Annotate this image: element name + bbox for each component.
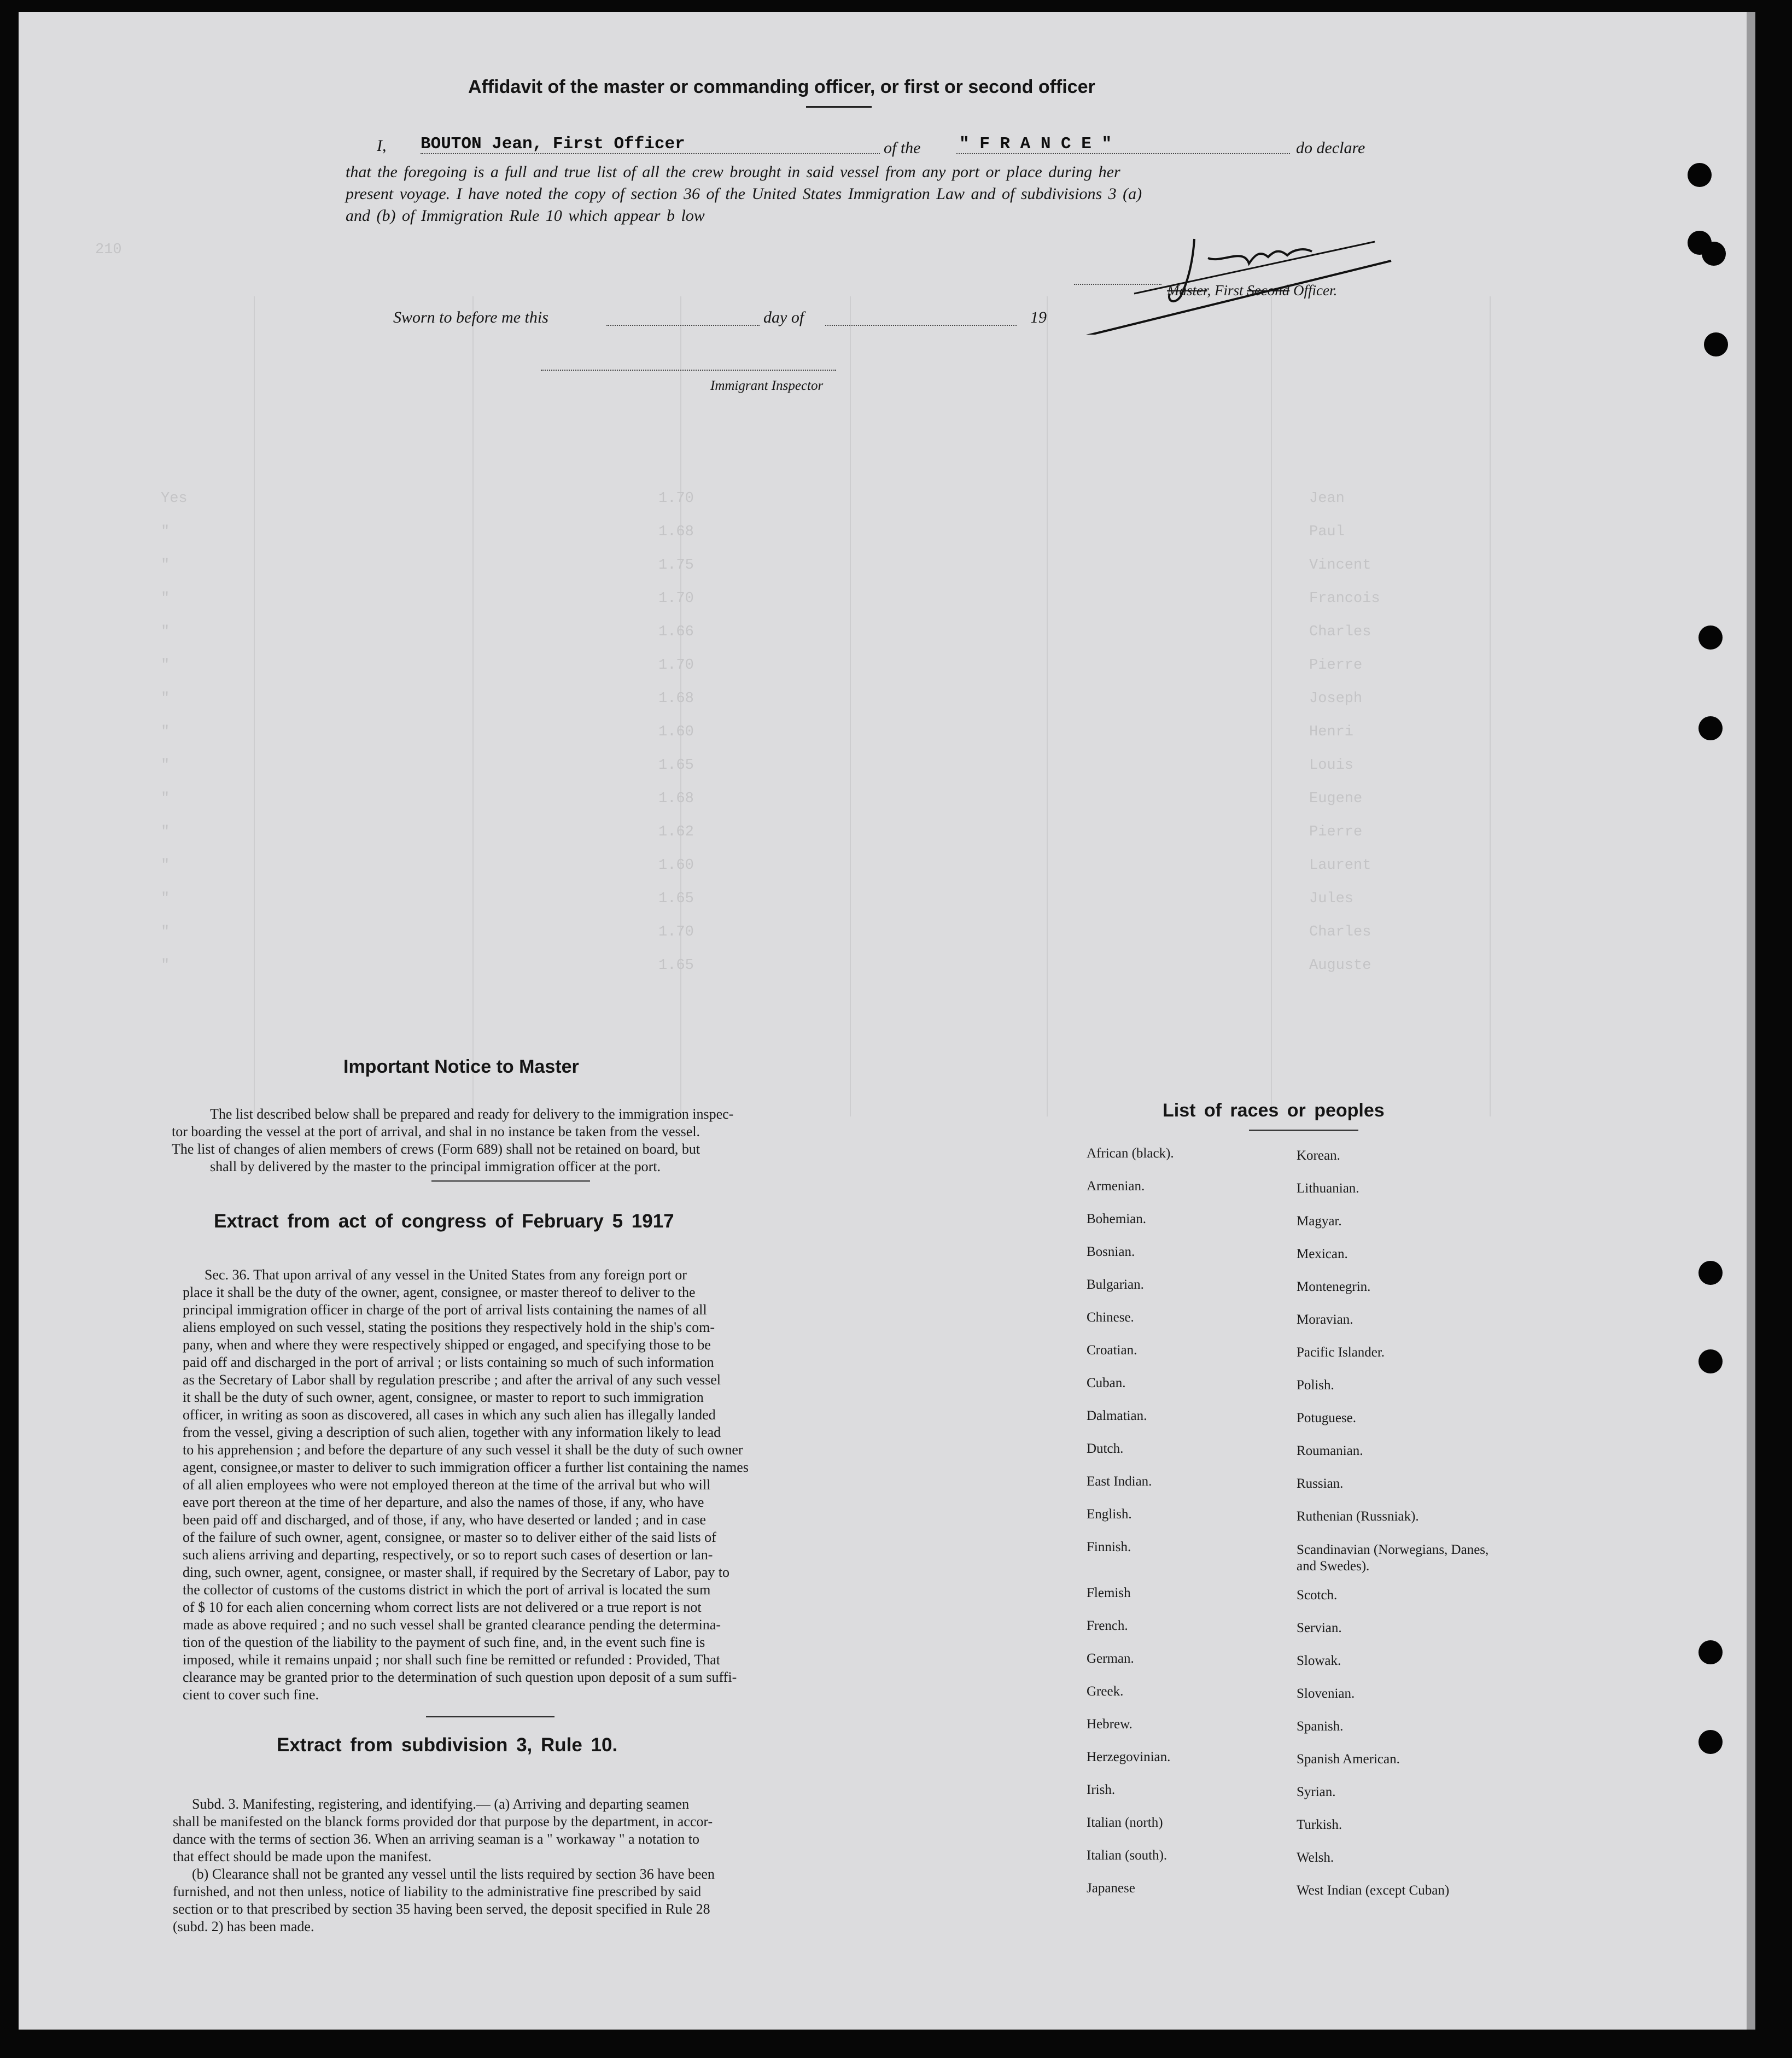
- act-line: as the Secretary of Labor shall by regulation prescribe ; and after the arrival of any such vessel: [183, 1372, 721, 1388]
- act-line: to his apprehension ; and before the departure of any such vessel it shall be the duty of such owner: [183, 1442, 743, 1458]
- race-item: Lithuanian.: [1297, 1181, 1359, 1196]
- punch-hole: [1698, 625, 1723, 650]
- race-item: Syrian.: [1297, 1785, 1336, 1799]
- notice-line: The list of changes of alien members of crews (Form 689) shall not be retained on board, but: [172, 1141, 701, 1157]
- race-item: Slovenian.: [1297, 1686, 1355, 1701]
- race-item: West Indian (except Cuban): [1297, 1883, 1450, 1898]
- sworn-day-label: day of: [763, 308, 804, 326]
- act-line: place it shall be the duty of the owner, agent, consignee, or master thereof to deliver to the: [183, 1284, 696, 1300]
- race-item: Armenian.: [1087, 1179, 1145, 1194]
- race-item: Herzegovinian.: [1087, 1750, 1171, 1764]
- affidavit-i: I,: [377, 137, 387, 155]
- sworn-month-line: [825, 325, 1017, 326]
- race-item: Scotch.: [1297, 1588, 1338, 1603]
- page-edge: [1747, 12, 1755, 2030]
- race-item: Scandinavian (Norwegians, Danes, and Swedes).: [1297, 1542, 1489, 1574]
- race-item: Servian.: [1297, 1621, 1342, 1635]
- notice-line: The list described below shall be prepared and ready for delivery to the immigration inspec-: [210, 1106, 734, 1122]
- document-page: Jean Paul Vincent Francois Charles Pierre Joseph Henri Louis Eugene Pierre Laurent Jules Charles Auguste 1.70 1.68 1.75 1.70 1.66 1.70 1.68 1.60 1.65 1.68 1.62 1.60 1.65 1.70 1.65 Yes " " " " " " " " " " " " " " 210 Affidavit of the master or commanding officer, or first or second officer I, BOUTON Jean, First Officer of the " F R A N C E " do declare that the foregoing is a full and true list of all the crew brought in said vessel from any port or place during her present voyage. I have noted the copy of section 36 of the United States Immigration Law and of subdivisions 3 (a) and (b) of Immigration Rule 10 which appear b low Master, First Second Officer. Sworn to before me this day of 19 Immigrant Inspector Important Notice to Master The list described below shall be prepared and ready for delivery to the immigration inspec- tor boarding the vessel at the port of arrival, and shal in no instance be taken from the vessel. The list of changes of alien members of crews (Form 689) shall not be retained on board, but shall by delivered by the master to the principal immigration officer at the port. Extract from act of congress of February 5 1917 Sec. 36. That upon arrival of any vessel in the United States from any foreign port or place it shall be the duty of the owner, agent, consignee, or master thereof to deliver to the principal immigration officer in charge of the port of arrival lists containing the names of all aliens employed on such vessel, stating the positions they respectively hold in the ship's com- pany, when and where they were respectively shipped or engaged, and specifying those to be paid off and discharged in the port of arrival ; or lists containing so much of such information as the Secretary of Labor shall by regulation prescribe ; and after the arrival of any such vessel it shall be the duty of such owner, agent, consignee, or master to report to such immigration officer, in writing as soon as discovered, all cases in which any such alien has illegally landed from the vessel, giving a description of such alien, together with any information likely to lead to his apprehension ; and before the departure of any such vessel it shall be the duty of such owner agent, consignee,or master to deliver to such immigration officer a further list containing the names of all alien employees who were not employed thereon at the time of the arrival but who will eave port thereon at the time of her departure, and also the names of those, if any, who have been paid off and discharged, and of those, if any, who have deserted or landed ; and in case of the failure of such owner, agent, consignee, or master so to deliver either of the said lists of such aliens arriving and departing, respectively, or so to report such cases of desertion or lan- ding, such owner, agent, consignee, or master shall, if required by the Secretary of Labor, pay to the collector of customs of the customs district in which the port of arrival is located the sum of $ 10 for each alien concerning whom correct lists are not delivered or a true report is not made as above required ; and no such vessel shall be granted clearance pending the determina- tion of the question of the liability to the payment of such fine, and, in the event such fine is imposed, while it remains unpaid ; nor shall such fine be remitted or refunded : Provided, That clearance may be granted prior to the determination of such question upon deposit of a sum suffi- cient to cover such fine. Extract from subdivision 3, Rule 10. Subd. 3. Manifesting, registering, and identifying.— (a) Arriving and departing seamen shall be manifested on the blanck forms provided dor that purpose by the department, in accor- dance with the terms of section 36. When an arriving seaman is a " workaway " a notation to that effect should be made upon the manifest. (b) Clearance shall not be granted any vessel until the lists required by section 36 have been furnished, and not then unless, notice of liability to the administrative fine prescribed by said section or to that prescribed by section 35 having been served, the deposit specified in Rule 28 (subd. 2) has been made. List of races or peoples African (black). Armenian. Bohemian. Bosnian. Bulgarian. Chinese. Croatian. Cuban. Dalmatian. Dutch. East Indian. English. Finnish. Flemish French. German. Greek. Hebrew. Herzegovinian. Irish. Italian (north) Italian (south). Japanese Korean. Lithuanian. Magyar. Mexican. Montenegrin. Moravian. Pacific Islander. Polish. Potuguese. Roumanian. Russian. Ruthenian (Russniak). Scandinavian (Norwegians, Danes, and Swedes). Scotch. Servian. Slowak. Slovenian. Spanish. Spanish American. Syrian. Turkish. Welsh. West Indian (except Cuban): [19, 12, 1755, 2030]
- officer-name: BOUTON Jean, First Officer: [421, 135, 685, 154]
- race-item: Magyar.: [1297, 1214, 1342, 1229]
- act-line: of all alien employees who were not employed thereon at the time of the arrival but who will: [183, 1477, 711, 1493]
- race-item: Cuban.: [1087, 1376, 1126, 1390]
- punch-hole: [1698, 716, 1723, 740]
- act-line: tion of the question of the liability to the payment of such fine, and, in the event such fine is: [183, 1634, 705, 1650]
- officer-signature: [1058, 225, 1408, 335]
- race-item: Pacific Islander.: [1297, 1345, 1385, 1360]
- race-item: African (black).: [1087, 1146, 1174, 1161]
- race-item: Spanish American.: [1297, 1752, 1400, 1767]
- act-line: of $ 10 for each alien concerning whom correct lists are not delivered or a true report is not: [183, 1599, 702, 1615]
- race-item: Mexican.: [1297, 1247, 1348, 1261]
- inspector-label: Immigrant Inspector: [710, 378, 824, 393]
- act-line: been paid off and discharged, and of those, if any, who have deserted or landed ; and in case: [183, 1512, 706, 1528]
- sworn-year: 19: [1030, 308, 1047, 326]
- vessel-name: " F R A N C E ": [959, 135, 1112, 154]
- act-line: principal immigration officer in charge of the port of arrival lists containing the names of all: [183, 1302, 707, 1318]
- race-item: German.: [1087, 1651, 1134, 1666]
- act-line: pany, when and where they were respectively shipped or engaged, and specifying those to be: [183, 1337, 711, 1353]
- race-item: Flemish: [1087, 1586, 1131, 1600]
- rule-line: section or to that prescribed by section 35 having been served, the deposit specified in Rule 28: [173, 1901, 710, 1917]
- rule-line: that effect should be made upon the manifest.: [173, 1849, 432, 1864]
- race-item: Roumanian.: [1297, 1443, 1363, 1458]
- act-line: made as above required ; and no such vessel shall be granted clearance pending the determina-: [183, 1617, 721, 1633]
- race-item: East Indian.: [1087, 1474, 1152, 1489]
- act-line: imposed, while it remains unpaid ; nor shall such fine be remitted or refunded : Provided, That: [183, 1652, 720, 1668]
- races-divider: [1249, 1130, 1358, 1131]
- notice-text: [172, 1106, 807, 1176]
- race-item: Italian (north): [1087, 1815, 1163, 1830]
- notice-divider: [431, 1180, 590, 1182]
- race-item: Croatian.: [1087, 1343, 1137, 1358]
- race-item: Russian.: [1297, 1476, 1344, 1491]
- race-item: Greek.: [1087, 1684, 1124, 1699]
- vessel-line: [956, 153, 1290, 154]
- rule-line: (subd. 2) has been made.: [173, 1919, 314, 1934]
- act-line: of the failure of such owner, agent, consignee, or master so to deliver either of the said lists of: [183, 1529, 716, 1545]
- sworn-day-line: [606, 325, 760, 326]
- act-heading: Extract from act of congress of February 5 1917: [214, 1211, 674, 1232]
- punch-hole: [1698, 1261, 1723, 1285]
- act-line: from the vessel, giving a description of such alien, together with any information likely to lead: [183, 1424, 721, 1440]
- act-divider: [426, 1716, 554, 1717]
- race-item: Italian (south).: [1087, 1848, 1168, 1863]
- notice-line: tor boarding the vessel at the port of arrival, and shal in no instance be taken from the vessel.: [172, 1124, 701, 1139]
- race-item: Irish.: [1087, 1782, 1116, 1797]
- rule-line: Subd. 3. Manifesting, registering, and identifying.— (a) Arriving and departing seamen: [192, 1796, 690, 1812]
- act-line: eave port thereon at the time of her departure, and also the names of those, if any, who have: [183, 1494, 704, 1510]
- race-item: Chinese.: [1087, 1310, 1134, 1325]
- act-line: Sec. 36. That upon arrival of any vessel in the United States from any foreign port or: [205, 1267, 687, 1283]
- race-item: Finnish.: [1087, 1540, 1131, 1554]
- race-item: Potuguese.: [1297, 1411, 1357, 1425]
- affidavit-line3: present voyage. I have noted the copy of section 36 of the United States Immigration Law and of subdivisions 3 (a): [346, 185, 1142, 203]
- affidavit-line4: and (b) of Immigration Rule 10 which appear b low: [346, 207, 705, 225]
- heading-divider: [806, 106, 872, 108]
- act-text: [183, 1266, 806, 1704]
- race-item: Ruthenian (Russniak).: [1297, 1509, 1419, 1524]
- race-item: Spanish.: [1297, 1719, 1344, 1734]
- rule-text: [173, 1796, 796, 1936]
- race-item: Welsh.: [1297, 1850, 1334, 1865]
- act-line: cient to cover such fine.: [183, 1687, 319, 1703]
- race-item: Polish.: [1297, 1378, 1334, 1393]
- rule-line: dance with the terms of section 36. When an arriving seaman is a " workaway " a notation to: [173, 1831, 699, 1847]
- of-the-label: of the: [884, 139, 921, 157]
- race-item: Hebrew.: [1087, 1717, 1133, 1732]
- race-item: English.: [1087, 1507, 1132, 1522]
- act-line: such aliens arriving and departing, respectively, or so to report such cases of desertion or lan-: [183, 1547, 713, 1563]
- race-item: Bulgarian.: [1087, 1277, 1144, 1292]
- punch-hole: [1698, 1730, 1723, 1754]
- signature-line: [1074, 284, 1161, 285]
- race-item: Dalmatian.: [1087, 1408, 1147, 1423]
- act-line: the collector of customs of the customs district in which the port of arrival is located the sum: [183, 1582, 711, 1598]
- notice-line: shall by delivered by the master to the principal immigration officer at the port.: [210, 1159, 661, 1174]
- act-line: paid off and discharged in the port of arrival ; or lists containing so much of such information: [183, 1354, 714, 1370]
- affidavit-heading: Affidavit of the master or commanding officer, or first or second officer: [468, 77, 1095, 97]
- act-line: ding, such owner, agent, consignee, or master shall, if required by the Secretary of Labor, pay to: [183, 1564, 730, 1580]
- race-item: Korean.: [1297, 1148, 1340, 1163]
- rule-line: furnished, and not then unless, notice of liability to the administrative fine prescribed by said: [173, 1884, 702, 1899]
- act-line: aliens employed on such vessel, stating the positions they respectively hold in the ship's com-: [183, 1319, 715, 1335]
- act-line: officer, in writing as soon as discovered, all cases in which any such alien has illegally landed: [183, 1407, 716, 1423]
- inspector-line: [541, 370, 836, 371]
- race-item: Turkish.: [1297, 1817, 1342, 1832]
- sworn-label: Sworn to before me this: [393, 308, 548, 326]
- signature-caption: Master, First Second Officer.: [1167, 282, 1338, 299]
- act-line: clearance may be granted prior to the determination of such question upon deposit of a sum suffi-: [183, 1669, 737, 1685]
- notice-heading: Important Notice to Master: [343, 1056, 579, 1077]
- punch-hole: [1702, 242, 1726, 266]
- punch-hole: [1698, 1640, 1723, 1664]
- race-item: Dutch.: [1087, 1441, 1124, 1456]
- affidavit-line2: that the foregoing is a full and true list of all the crew brought in said vessel from any port or place during her: [346, 163, 1120, 181]
- race-item: Moravian.: [1297, 1312, 1353, 1327]
- rule-line: (b) Clearance shall not be granted any vessel until the lists required by section 36 have been: [192, 1866, 715, 1882]
- race-item: Slowak.: [1297, 1653, 1341, 1668]
- race-item: Bohemian.: [1087, 1212, 1147, 1226]
- races-heading: List of races or peoples: [1163, 1100, 1385, 1121]
- rule-line: shall be manifested on the blanck forms provided dor that purpose by the department, in accor-: [173, 1814, 713, 1829]
- race-item: Bosnian.: [1087, 1244, 1135, 1259]
- race-item: French.: [1087, 1618, 1128, 1633]
- do-declare-label: do declare: [1296, 139, 1365, 157]
- act-line: agent, consignee,or master to deliver to such immigration officer a further list containing the names: [183, 1459, 749, 1475]
- race-item: Montenegrin.: [1297, 1279, 1371, 1294]
- punch-hole: [1698, 1349, 1723, 1373]
- act-line: it shall be the duty of such owner, agent, consignee, or master to report to such immigration: [183, 1389, 704, 1405]
- punch-hole: [1688, 163, 1712, 187]
- punch-hole: [1704, 332, 1728, 356]
- race-item: Japanese: [1087, 1881, 1135, 1896]
- officer-name-line: [421, 153, 880, 154]
- rule-heading: Extract from subdivision 3, Rule 10.: [277, 1734, 618, 1756]
